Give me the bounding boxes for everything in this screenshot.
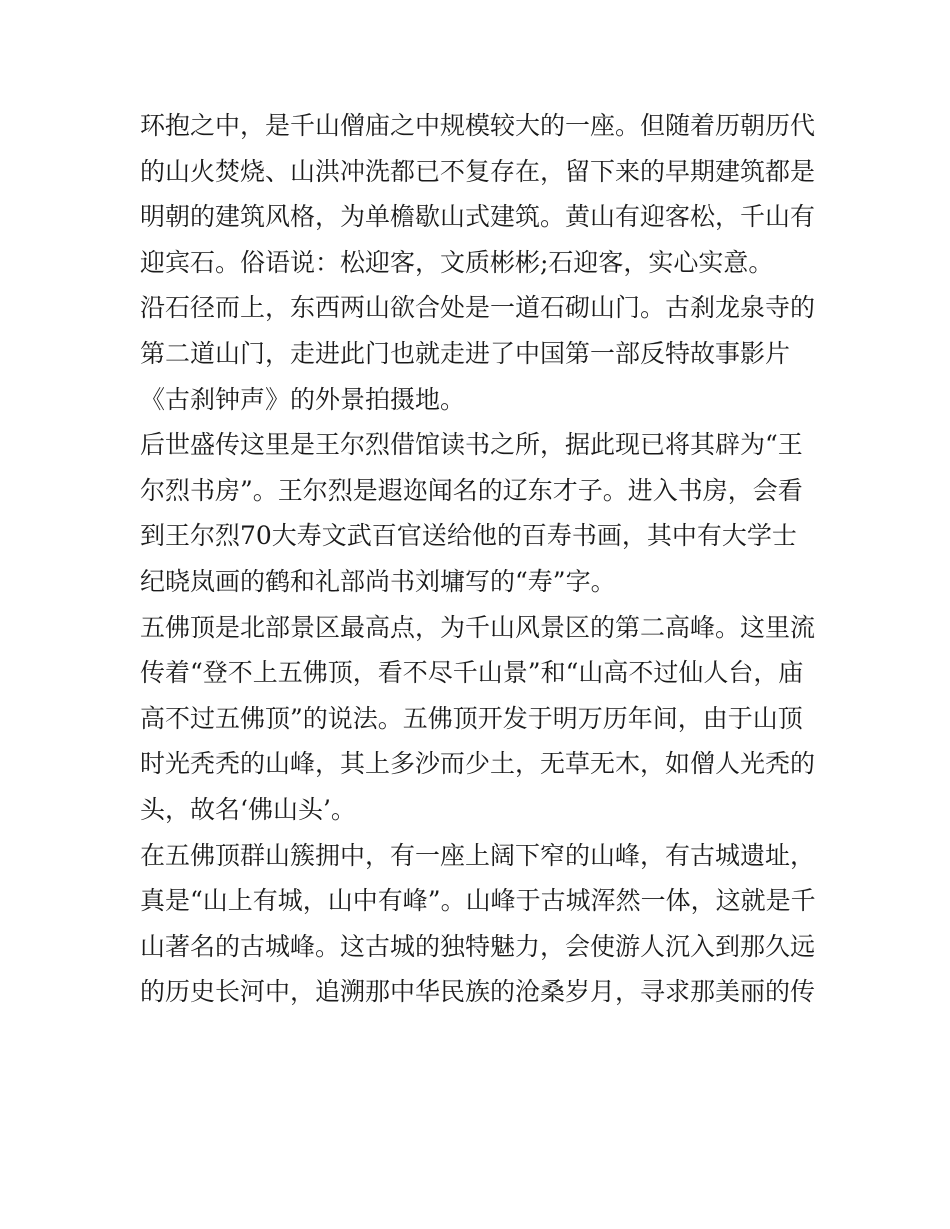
paragraph-1	[140, 103, 820, 285]
text-line: 五佛顶是北部景区最高点，为千山风景区的第二高峰。这里流	[140, 612, 816, 642]
text-line: 第二道山门，走进此门也就走进了中国第一部反特故事影片	[140, 338, 791, 368]
text-line: 后世盛传这里是王尔烈借馆读书之所，据此现已将其辟为“王	[140, 430, 803, 460]
text-line: 头，故名‘佛山头’。	[140, 794, 356, 824]
text-line: 尔烈书房”。王尔烈是遐迩闻名的辽东才子。进入书房，会看	[140, 475, 803, 505]
text-line: 山著名的古城峰。这古城的独特魅力，会使游人沉入到那久远	[140, 931, 816, 961]
text-line: 的历史长河中，追溯那中华民族的沧桑岁月，寻求那美丽的传	[140, 977, 816, 1007]
text-line: 环抱之中，是千山僧庙之中规模较大的一座。但随着历朝历代	[140, 111, 816, 140]
text-line: 高不过五佛顶”的说法。五佛顶开发于明万历年间，由于山顶	[140, 703, 803, 733]
paragraph-2	[140, 285, 820, 422]
paragraph-5	[140, 833, 820, 1015]
text-line: 真是“山上有城，山中有峰”。山峰于古城浑然一体，这就是千	[140, 886, 816, 916]
text-line: 沿石径而上，东西两山欲合处是一道石砌山门。古刹龙泉寺的	[140, 293, 816, 323]
text-line: 时光秃秃的山峰，其上多沙而少土，无草无木，如僧人光秃的	[140, 749, 816, 779]
text-line: 在五佛顶群山簇拥中，有一座上阔下窄的山峰，有古城遗址，	[140, 840, 816, 870]
text-line: 到王尔烈70大寿文武百官送给他的百寿书画，其中有大学士	[140, 521, 797, 551]
text-line: 传着“登不上五佛顶，看不尽千山景”和“山高不过仙人台，庙	[140, 658, 804, 688]
paragraph-3	[140, 422, 820, 604]
text-line: 迎宾石。俗语说：松迎客，文质彬彬;石迎客，实心实意。	[140, 247, 774, 277]
text-line: 《古刹钟声》的外景拍摄地。	[140, 384, 466, 414]
body-text	[140, 103, 820, 1015]
paragraph-4	[140, 605, 820, 833]
text-line: 的山火焚烧、山洪冲洗都已不复存在，留下来的早期建筑都是	[140, 156, 816, 186]
text-line: 纪晓岚画的鹤和礼部尚书刘墉写的“寿”字。	[140, 566, 616, 596]
text-line: 明朝的建筑风格，为单檐歇山式建筑。黄山有迎客松，千山有	[140, 202, 816, 232]
